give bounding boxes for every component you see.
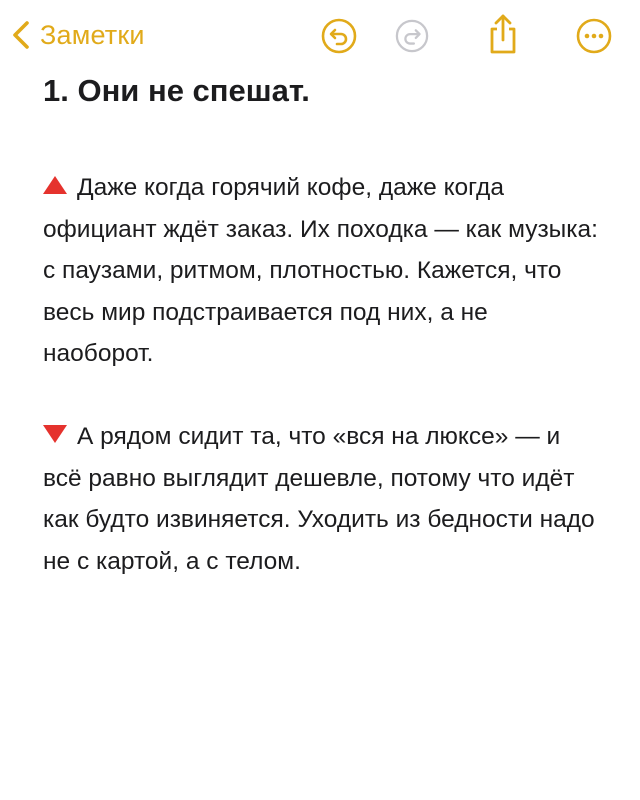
more-icon — [576, 18, 612, 54]
more-button[interactable] — [575, 17, 613, 55]
note-body[interactable] — [43, 72, 603, 582]
paragraph-text: Даже когда горячий кофе, даже когда официант ждёт заказ. Их походка — как музыка: с паузами, ритмом, плотностью. Кажется, что весь мир подстраивается под них, а не наоборот. — [43, 174, 598, 367]
navigation-toolbar — [0, 0, 640, 72]
back-button-label: Заметки — [40, 19, 145, 50]
note-title: 1. Они не спешат. — [43, 73, 310, 108]
red-triangle-up-icon — [43, 176, 67, 194]
back-button[interactable] — [12, 16, 145, 54]
redo-button[interactable] — [393, 17, 431, 55]
note-paragraph — [43, 167, 603, 375]
chevron-left-icon — [12, 20, 30, 50]
redo-icon — [395, 19, 429, 53]
undo-button[interactable] — [320, 17, 358, 55]
share-button[interactable] — [484, 12, 522, 56]
share-icon — [486, 13, 520, 55]
red-triangle-down-icon — [43, 425, 67, 443]
note-paragraph — [43, 416, 603, 582]
undo-icon — [321, 18, 357, 54]
paragraph-text: А рядом сидит та, что «вся на люксе» — и всё равно выглядит дешевле, потому что идёт как будто извиняется. Уходить из бедности надо не с картой, а с телом. — [43, 423, 595, 575]
